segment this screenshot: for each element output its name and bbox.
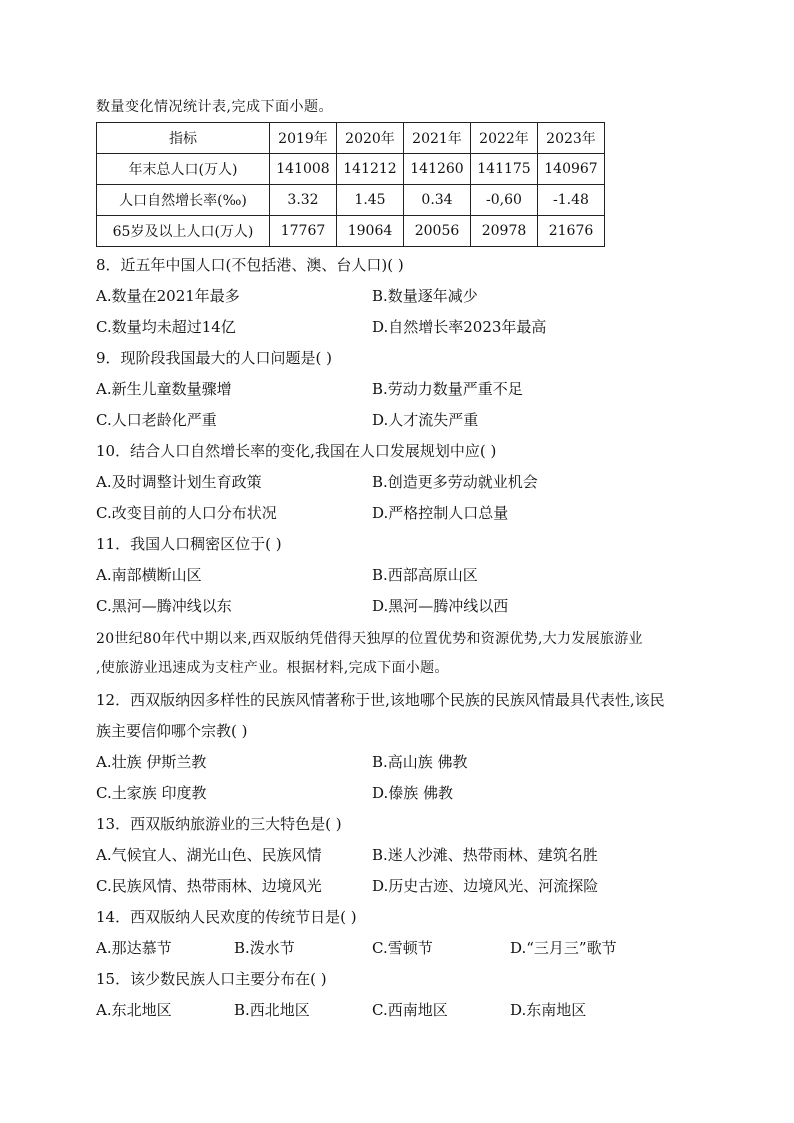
question-14-stem: 14．西双版纳人民欢度的传统节日是( ) xyxy=(96,908,357,926)
table-cell: 17767 xyxy=(270,216,337,247)
question-11-option-b[interactable]: B.西部高原山区 xyxy=(372,566,478,584)
question-12-stem-line-2: 族主要信仰哪个宗教( ) xyxy=(96,722,248,740)
question-15-option-a[interactable]: A.东北地区 xyxy=(96,1001,172,1019)
table-cell: 141260 xyxy=(404,154,471,185)
population-stats-table xyxy=(96,122,605,247)
table-header-cell: 2020年 xyxy=(337,123,404,154)
question-10-stem: 10．结合人口自然增长率的变化,我国在人口发展规划中应( ) xyxy=(96,442,497,460)
question-12-option-d[interactable]: D.傣族 佛教 xyxy=(372,784,454,802)
table-header-cell: 2021年 xyxy=(404,123,471,154)
table-header-row xyxy=(97,123,605,154)
table-cell: 20978 xyxy=(471,216,538,247)
question-11-option-d[interactable]: D.黑河—腾冲线以西 xyxy=(372,597,509,615)
question-8-stem: 8．近五年中国人口(不包括港、澳、台人口)( ) xyxy=(96,256,404,274)
question-14-option-a[interactable]: A.那达慕节 xyxy=(96,939,172,957)
question-10-option-c[interactable]: C.改变目前的人口分布状况 xyxy=(96,504,277,522)
table-cell: 141175 xyxy=(471,154,538,185)
question-12-option-c[interactable]: C.土家族 印度教 xyxy=(96,784,207,802)
table-cell: -1.48 xyxy=(538,185,605,216)
passage-line-2: ,使旅游业迅速成为支柱产业。根据材料,完成下面小题。 xyxy=(96,660,449,676)
question-13-option-d[interactable]: D.历史古迹、边境风光、河流探险 xyxy=(372,877,599,895)
question-10-option-d[interactable]: D.严格控制人口总量 xyxy=(372,504,509,522)
question-14-option-c[interactable]: C.雪顿节 xyxy=(372,939,433,957)
question-15-option-d[interactable]: D.东南地区 xyxy=(510,1001,587,1019)
table-cell: 19064 xyxy=(337,216,404,247)
question-13-stem: 13．西双版纳旅游业的三大特色是( ) xyxy=(96,815,342,833)
table-header-cell: 2022年 xyxy=(471,123,538,154)
table-cell: 人口自然增长率(‰) xyxy=(97,185,270,216)
question-9-option-c[interactable]: C.人口老龄化严重 xyxy=(96,411,217,429)
table-row xyxy=(97,216,605,247)
question-12-option-b[interactable]: B.高山族 佛教 xyxy=(372,753,468,771)
question-15-option-b[interactable]: B.西北地区 xyxy=(234,1001,310,1019)
question-9-option-a[interactable]: A.新生儿童数量骤增 xyxy=(96,380,232,398)
question-8-option-d[interactable]: D.自然增长率2023年最高 xyxy=(372,318,547,336)
question-9-stem: 9．现阶段我国最大的人口问题是( ) xyxy=(96,349,333,367)
table-cell: 20056 xyxy=(404,216,471,247)
question-14-option-d[interactable]: D.“三月三”歌节 xyxy=(510,939,617,957)
question-10-option-a[interactable]: A.及时调整计划生育政策 xyxy=(96,473,262,491)
table-cell: -0,60 xyxy=(471,185,538,216)
table-cell: 141212 xyxy=(337,154,404,185)
question-8-option-a[interactable]: A.数量在2021年最多 xyxy=(96,287,240,305)
table-header-cell: 指标 xyxy=(97,123,270,154)
question-9-option-d[interactable]: D.人才流失严重 xyxy=(372,411,479,429)
question-15-stem: 15．该少数民族人口主要分布在( ) xyxy=(96,970,327,988)
question-11-option-a[interactable]: A.南部横断山区 xyxy=(96,566,202,584)
table-header-cell: 2019年 xyxy=(270,123,337,154)
table-header-cell: 2023年 xyxy=(538,123,605,154)
question-15-option-c[interactable]: C.西南地区 xyxy=(372,1001,448,1019)
question-9-option-b[interactable]: B.劳动力数量严重不足 xyxy=(372,380,523,398)
table-cell: 141008 xyxy=(270,154,337,185)
question-13-option-c[interactable]: C.民族风情、热带雨林、边境风光 xyxy=(96,877,322,895)
question-10-option-b[interactable]: B.创造更多劳动就业机会 xyxy=(372,473,538,491)
table-cell: 65岁及以上人口(万人) xyxy=(97,216,270,247)
table-cell: 年末总人口(万人) xyxy=(97,154,270,185)
question-12-option-a[interactable]: A.壮族 伊斯兰教 xyxy=(96,753,207,771)
question-11-stem: 11．我国人口稠密区位于( ) xyxy=(96,535,282,553)
table-cell: 3.32 xyxy=(270,185,337,216)
question-12-stem-line-1: 12．西双版纳因多样性的民族风情著称于世,该地哪个民族的民族风情最具代表性,该民 xyxy=(96,691,665,709)
question-13-option-b[interactable]: B.迷人沙滩、热带雨林、建筑名胜 xyxy=(372,846,598,864)
question-8-option-c[interactable]: C.数量均未超过14亿 xyxy=(96,318,236,336)
table-cell: 140967 xyxy=(538,154,605,185)
table-row xyxy=(97,154,605,185)
table-cell: 21676 xyxy=(538,216,605,247)
table-cell: 0.34 xyxy=(404,185,471,216)
question-8-option-b[interactable]: B.数量逐年减少 xyxy=(372,287,478,305)
table-row xyxy=(97,185,605,216)
table-intro-text: 数量变化情况统计表,完成下面小题。 xyxy=(96,99,333,115)
question-14-option-b[interactable]: B.泼水节 xyxy=(234,939,295,957)
question-11-option-c[interactable]: C.黑河—腾冲线以东 xyxy=(96,597,232,615)
passage-line-1: 20世纪80年代中期以来,西双版纳凭借得天独厚的位置优势和资源优势,大力发展旅游业 xyxy=(96,631,643,647)
table-cell: 1.45 xyxy=(337,185,404,216)
question-13-option-a[interactable]: A.气候宜人、湖光山色、民族风情 xyxy=(96,846,322,864)
